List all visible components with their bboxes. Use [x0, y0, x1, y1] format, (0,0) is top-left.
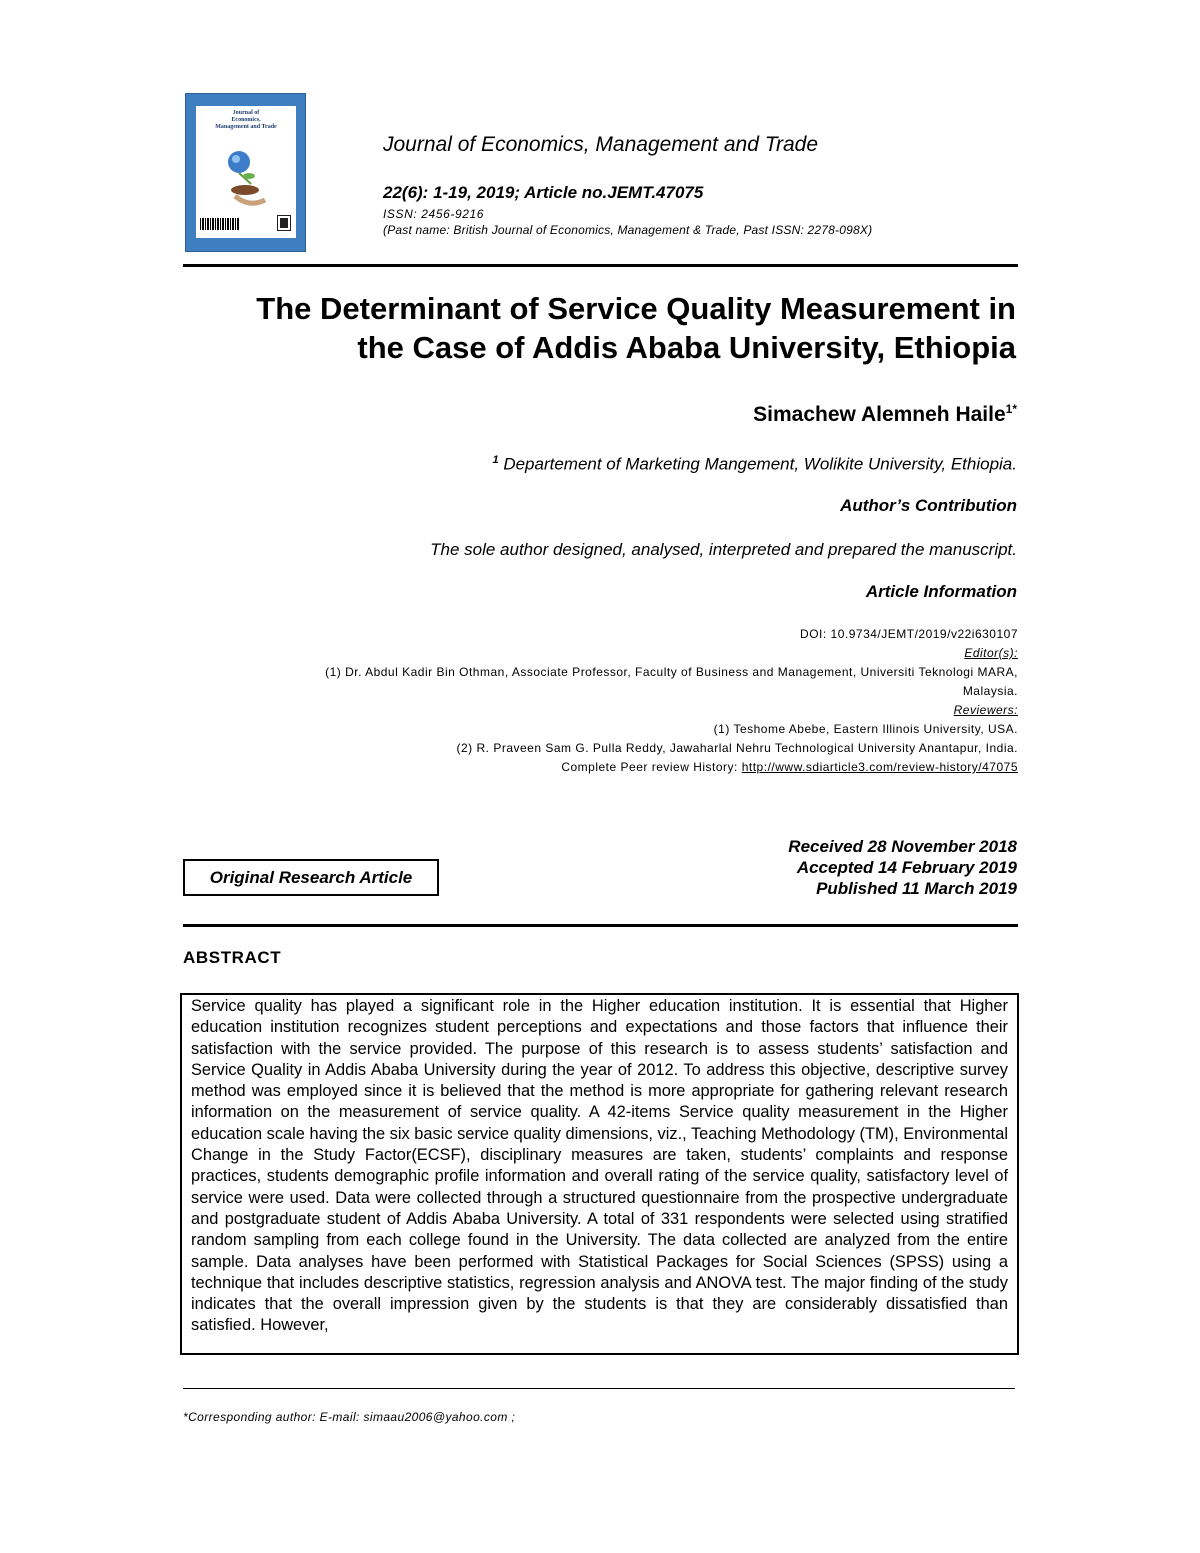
article-information: [183, 625, 1018, 777]
footnote-divider: [183, 1388, 1015, 1389]
reviewers-label: Reviewers:: [953, 703, 1018, 717]
author-name-text: Simachew Alemneh Haile: [753, 403, 1006, 426]
peer-review-history-label: Complete Peer review History:: [561, 760, 742, 774]
accepted-date: Accepted 14 February 2019: [796, 858, 1017, 877]
title-line: The Determinant of Service Quality Measurement in: [256, 291, 1016, 326]
cover-title-line: Management and Trade: [215, 124, 277, 130]
peer-review-history-link[interactable]: http://www.sdiarticle3.com/review-history/47075: [741, 760, 1018, 774]
abstract-heading: ABSTRACT: [183, 948, 282, 967]
contribution-heading: Author’s Contribution: [840, 496, 1017, 515]
author-superscript: 1*: [1005, 402, 1017, 416]
issn: ISSN: 2456-9216: [383, 207, 485, 221]
journal-cover-image: [185, 93, 306, 252]
editors-label: Editor(s):: [964, 646, 1018, 660]
section-divider: [183, 924, 1018, 927]
past-journal-name: (Past name: British Journal of Economics, Management & Trade, Past ISSN: 2278-098X): [383, 223, 873, 237]
header-divider: [183, 264, 1018, 267]
author-name: [500, 402, 1017, 427]
corresponding-author-footnote: *Corresponding author: E-mail: simaau2006@yahoo.com ;: [183, 1410, 516, 1424]
doi: DOI: 10.9734/JEMT/2019/v22i630107: [800, 627, 1018, 641]
cover-title-line: Journal of: [232, 110, 260, 116]
article-title: [183, 289, 1016, 367]
cover-title: [196, 110, 296, 131]
cover-page: [196, 106, 296, 238]
cover-barcode: [200, 218, 240, 230]
journal-name: Journal of Economics, Management and Trade: [383, 133, 819, 156]
article-number: 22(6): 1-19, 2019; Article no.JEMT.47075: [383, 183, 704, 202]
abstract-box: [180, 993, 1019, 1355]
published-date: Published 11 March 2019: [816, 879, 1017, 898]
affiliation-text: Departement of Marketing Mangement, Wolikite University, Ethiopia.: [503, 454, 1017, 474]
received-date: Received 28 November 2018: [788, 837, 1017, 856]
article-information-heading: Article Information: [865, 582, 1017, 601]
affiliation-superscript: 1: [492, 454, 499, 466]
reviewer-entry: (1) Teshome Abebe, Eastern Illinois University, USA.: [713, 722, 1018, 736]
contribution-text: The sole author designed, analysed, interpreted and prepared the manuscript.: [430, 540, 1017, 559]
cover-globe-hand-illustration: [221, 146, 271, 208]
reviewer-entry: (2) R. Praveen Sam G. Pulla Reddy, Jawaharlal Nehru Technological University Anantapur, India.: [456, 741, 1018, 755]
publication-dates: [600, 836, 1017, 899]
article-type-badge: Original Research Article: [183, 859, 439, 896]
abstract-text: Service quality has played a significant role in the Higher education institution. It is essential that Higher education institution recognizes student perceptions and expectations and those factors that influence their satisfaction with the service provided. The purpose of this research is to assess students’ satisfaction and Service Quality in Addis Ababa University during the year of 2012. To address this objective, descriptive survey method was employed since it is believed that the method is more appropriate for gathering relevant research information on the measurement of service quality. A 42-items Service quality measurement in the Higher education scale having the six basic service quality dimensions, viz., Teaching Methodology (TM), Environmental Change in the Study Factor(ECSF), disciplinary measures are taken, students’ complaints and response practices, students demographic profile information and overall rating of the service quality, satisfactory level of service were used. Data were collected through a structured questionnaire from the prospective undergraduate and postgraduate student of Addis Ababa University. A total of 331 respondents were selected using stratified random sampling from each college found in the University. The data collected are analyzed from the entire sample. Data analyses have been performed with Statistical Packages for Social Sciences (SPSS) using a technique that includes descriptive statistics, regression analysis and ANOVA test. The major finding of the study indicates that the overall impression given by the students is that they are considerably dissatisfied than satisfied. However,: [191, 997, 1008, 1335]
editor-entry: (1) Dr. Abdul Kadir Bin Othman, Associate Professor, Faculty of Business and Management, Universiti Teknologi MARA,: [325, 665, 1018, 679]
cover-logo: [278, 216, 290, 230]
title-line: the Case of Addis Ababa University, Ethiopia: [357, 330, 1016, 365]
author-affiliation: [300, 454, 1017, 475]
cover-title-line: Economics,: [231, 117, 261, 123]
peer-review-history: [183, 758, 1018, 777]
editor-entry-continued: Malaysia.: [962, 684, 1018, 698]
